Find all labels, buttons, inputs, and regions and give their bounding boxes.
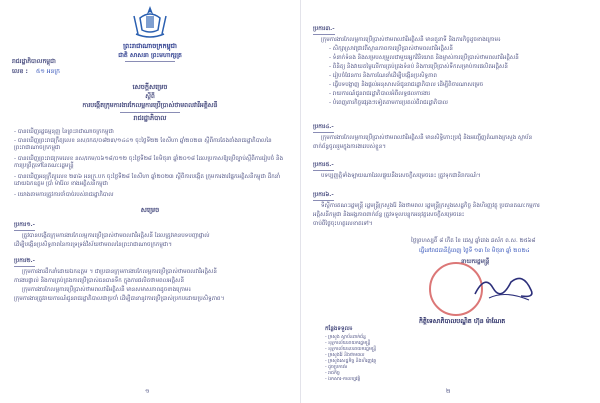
decree-subject: ការបង្កើតក្រុមការងារកែលម្អការប្រើប្រាស់ថាមពលវារីអគ្គិសនី <box>82 102 218 109</box>
preamble-item: - បានឃើញព្រះរាជក្រឹត្យលេខ នស/រកត/០៨២៣/១៤៤១ ចុះថ្ងៃទី២២ ខែសីហា ឆ្នាំ២០២៣ ស្តីពីការតែងតាំងរាជរដ្ឋាភិបាលនៃព្រះរាជាណាចក្រកម្ពុជា <box>14 138 286 152</box>
article-3-item: - បំពេញភារកិច្ចផ្សេងៗទៀតតាមការប្រគល់ពីរាជរដ្ឋាភិបាល <box>329 100 448 107</box>
article-5-text: បទប្បញ្ញត្តិទាំងឡាយណាដែលផ្ទុយនឹងសេចក្តីសម្រេចនេះ ត្រូវទុកជានិរាករណ៍។ <box>321 173 481 179</box>
signature-icon <box>471 268 541 304</box>
article-1-line: ត្រូវបានបង្កើតក្រុមការងារកែលម្អការប្រើប្រាស់ថាមពលវារីអគ្គិសនី ដែលត្រូវមានបទបញ្ជាផ្ទាល់ <box>22 233 210 239</box>
article-4-line: ពាក់ព័ន្ធចូលរួមក្នុងការងាររបស់ខ្លួន។ <box>313 144 386 150</box>
motto-divider <box>125 61 175 62</box>
doc-number-value: ៥១ អនក្រ <box>36 68 60 75</box>
article-3-intro: ក្រុមការងារកែលម្អការប្រើប្រាស់ថាមពលវារីអគ្គិសនី មានតួនាទី និងភារកិច្ចដូចខាងក្រោម៖ <box>321 37 501 43</box>
article-2-line: ក្រុមការងារដឹកនាំដោយឯកឧត្តម ។ ជាប្រធានក្រុមការងារកែលម្អការប្រើប្រាស់ថាមពលវារីអគ្គិសនី <box>22 269 217 275</box>
date-lunar: ថ្ងៃព្រហស្បតិ៍ ៨ កើត ខែ ជេស្ឋ ឆ្នាំរោង ឆស័ក ព.ស. ២៥៦៨ <box>411 238 536 244</box>
article-6-title: ប្រការ៦.- <box>313 192 334 201</box>
institution: រាជរដ្ឋាភិបាលកម្ពុជា <box>12 58 56 65</box>
article-5-title: ប្រការ៥.- <box>313 162 334 171</box>
issuer: រាជរដ្ឋាភិបាល <box>133 114 167 122</box>
cc-item: - ក្រសួងសេដ្ឋកិច្ច និងហិរញ្ញវត្ថុ <box>325 359 376 365</box>
cc-item: - ខុទ្ទកាល័យនាយករដ្ឋមន្ត្រី <box>325 341 370 347</box>
cc-item: - ក្រសួង ស្ថាប័នពាក់ព័ន្ធ <box>325 335 366 341</box>
page-number: ១ <box>145 388 150 395</box>
signer-name: កិត្តិទេសាភិបាលបណ្ឌិត ហ៊ុន ម៉ាណែត <box>419 318 506 325</box>
article-1-line: ដើម្បីបង្កើនប្រសិទ្ធភាពនៃការទ្រទ្រង់វិស័យថាមពលនៃព្រះរាជាណាចក្រកម្ពុជា។ <box>14 242 172 248</box>
decree-type: សេចក្តីសម្រេច <box>132 83 168 91</box>
article-2-line: ក្រុមការងារកែលម្អការប្រើប្រាស់ថាមពលវារីអគ្គិសនី មានសមាសភាពដូចខាងក្រោម៖ <box>22 287 191 293</box>
cc-title: កន្លែងទទួល៖ <box>325 326 353 332</box>
article-3-title: ប្រការ៣.- <box>313 26 335 35</box>
article-3-item: - ពិនិត្យ និងវាយតម្លៃលើការគ្រប់គ្រងទំនប់ និងការប្រើប្រាស់ទឹកសម្រាប់ការផលិតអគ្គិសនី <box>329 64 508 71</box>
preamble-item: - បានឃើញអនុក្រឹត្យលេខ ២៣៦ អនក្រ.បក ចុះថ្ងៃទី២៨ ខែសីហា ឆ្នាំ២០២៣ ស្តីពីការបង្កើត ក្រុមការងារផ្នែកអគ្គិសនីកម្ពុជា ដឹកនាំដោយឯកឧត្តម ប្រាំ ម៉ារ៉ែល ខាងអគ្គិសនីកម្ពុជា <box>14 174 286 188</box>
subject-divider <box>120 112 180 113</box>
article-6-line: ចាប់ពីថ្ងៃចុះហត្ថលេខាតទៅ។ <box>313 221 373 227</box>
preamble-item: - បានឃើញរដ្ឋធម្មនុញ្ញ នៃព្រះរាជាណាចក្រកម្ពុជា <box>14 129 114 136</box>
motto: ជាតិ សាសនា ព្រះមហាក្សត្រ <box>118 52 182 59</box>
cc-item: - ដូចប្រការ៦ <box>325 365 347 371</box>
article-2-line: ក្រុមការងារត្រូវរាយការណ៍ជូនរាជរដ្ឋាភិបាលជាប្រចាំ ដើម្បីធានានូវការប្រើប្រាស់ប្រកបដោយប្រសិទ្ធភាព។ <box>14 296 225 302</box>
article-2-line: ការងារផ្ទាល់ និងការគ្រប់គ្រងការប្រើប្រាស់ធនធានទឹក ក្នុងការផលិតថាមពលអគ្គិសនី <box>14 278 185 284</box>
page-number: ២ <box>446 388 451 395</box>
cc-item: - ឯកសារ-កាលប្បវត្តិ <box>325 377 360 383</box>
article-3-item: - ធ្វើបទបង្ហាញ និងផ្តល់អនុសាសន៍ជូនរាជរដ្ឋាភិបាល ដើម្បីពិចារណាសម្រេច <box>329 82 483 89</box>
date-solar: ធ្វើនៅរាជធានីភ្នំពេញ ថ្ងៃទី ១៣ ខែ មិថុនា ឆ្នាំ ២០២៤ <box>419 248 530 254</box>
preamble-item: - បានឃើញព្រះរាជក្រមលេខ នស/រកម/០៦១៨/០១២ ចុះថ្ងៃទី២៨ ខែមិថុនា ឆ្នាំ២០១៨ ដែលប្រកាសឱ្យប្រើច្បាប់ស្តីពីការរៀបចំ និងការប្រព្រឹត្តទៅនៃគណៈរដ្ឋមន្ត្រី <box>14 156 286 170</box>
page-right <box>300 0 600 403</box>
article-3-item: - រាយការណ៍ជូនរាជរដ្ឋាភិបាលអំពីលទ្ធផលការងារ <box>329 91 430 98</box>
article-4-title: ប្រការ៤.- <box>313 124 334 133</box>
article-3-item: - ទំនាក់ទំនង និងសម្របសម្រួលជាមួយអ្នកវិនិយោគ និងម្ចាស់ការប្រើប្រាស់ថាមពលវារីអគ្គិសនី <box>329 55 519 62</box>
about-label: ស្តីពី <box>145 93 155 100</box>
doc-number-label: លេខ : <box>12 68 28 75</box>
royal-emblem-icon <box>128 4 172 40</box>
article-6-line: អគ្គិសនីកម្ពុជា និងអង្គភាពពាក់ព័ន្ធ ត្រូវទទួលបន្ទុកអនុវត្តសេចក្តីសម្រេចនេះ <box>313 212 465 218</box>
article-3-item: - សិក្សាស្រាវជ្រាវពីស្ថានភាពការប្រើប្រាស់ថាមពលវារីអគ្គិសនី <box>329 46 453 53</box>
cc-item: - ខុទ្ទកាល័យឧបនាយករដ្ឋមន្ត្រី <box>325 347 376 353</box>
cc-item: - ក្រសួងរ៉ែ និងថាមពល <box>325 353 365 359</box>
article-3-item: - រៀបចំផែនការ និងការណែនាំដើម្បីបង្កើនប្រសិទ្ធភាព <box>329 73 437 80</box>
article-6-line: ទីស្តីការគណៈរដ្ឋមន្ត្រី រដ្ឋមន្ត្រីក្រសួងរ៉ែ និងថាមពល រដ្ឋមន្ត្រីក្រសួងសេដ្ឋកិច្ច និងហិរញ្ញវត្ថុ ប្រធានគណៈកម្មការ <box>321 203 540 209</box>
cc-item: - រាជកិច្ច <box>325 371 340 377</box>
signer-title: នាយករដ្ឋមន្ត្រី <box>461 259 490 265</box>
article-2-title: ប្រការ២.- <box>14 258 35 267</box>
article-4-line: ក្រុមការងារកែលម្អការប្រើប្រាស់ថាមពលវារីអគ្គិសនី មានសិទ្ធិកោះប្រជុំ និងអញ្ជើញតំណាងក្រសួង ស្ថាប័ន <box>321 135 533 141</box>
decides-title: សម្រេច <box>140 206 160 214</box>
article-1-title: ប្រការ១.- <box>14 222 35 231</box>
header-kingdom: ព្រះរាជាណាចក្រកម្ពុជា <box>123 42 177 50</box>
preamble-item: - យោងតាមការត្រូវការចាំបាច់របស់រាជរដ្ឋាភិបាល <box>14 192 114 199</box>
